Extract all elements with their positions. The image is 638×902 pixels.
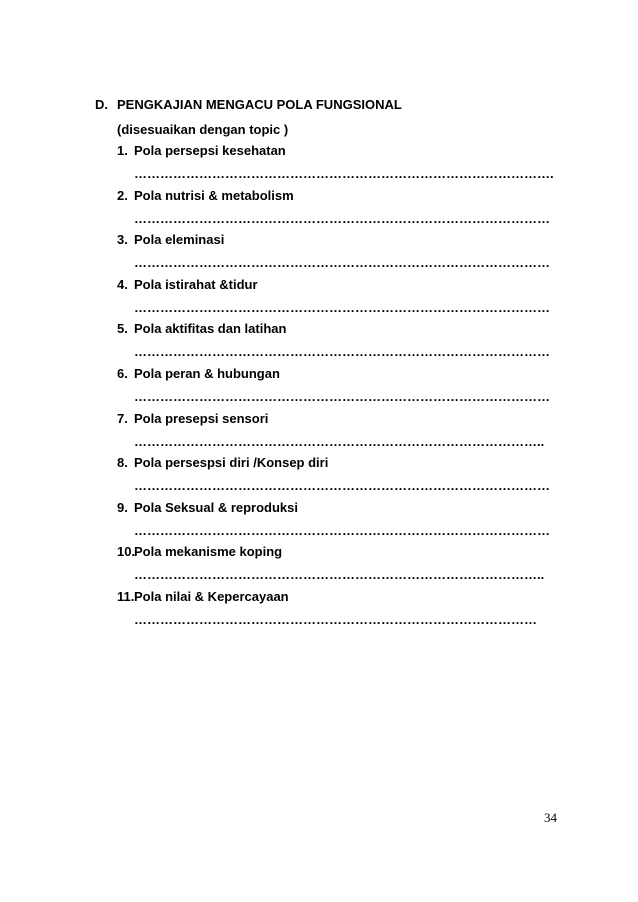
item-label: Pola mekanisme koping [134,544,283,560]
item-fill-line: ………………………………………………………………………………… [134,611,537,627]
item-fill-line: …………………………………………………………………………………… [134,344,550,360]
item-fill-line: ………………………………………………………………………………….. [134,567,545,583]
list-item [117,500,567,545]
item-list [117,143,567,634]
section-letter: D. [95,97,108,112]
item-fill-line: …………………………………………………………………………………… [134,299,550,315]
list-item [117,143,567,188]
item-number: 6. [117,365,128,381]
item-number: 8. [117,455,128,471]
item-number: 2. [117,187,128,203]
item-number: 7. [117,410,128,426]
list-item [117,366,567,411]
list-item [117,411,567,456]
list-item [117,455,567,500]
item-number: 9. [117,499,128,515]
item-fill-line: …………………………………………………………………………………… [134,388,550,404]
item-number: 4. [117,276,128,292]
item-fill-line: …………………………………………………………………………………… [134,522,550,538]
item-fill-line: …………………………………………………………………………………… [134,210,550,226]
item-number: 5. [117,321,128,337]
item-number: 3. [117,232,128,248]
section-heading [95,97,402,112]
item-label: Pola presepsi sensori [134,410,269,426]
item-fill-line: ……………………………………………………………………………………. [134,166,554,181]
item-label: Pola persepsi kesehatan [134,143,286,158]
list-item [117,544,567,589]
list-item [117,232,567,277]
item-label: Pola istirahat &tidur [134,276,258,292]
item-fill-line: ………………………………………………………………………………….. [134,433,545,449]
item-label: Pola persespsi diri /Konsep diri [134,455,329,471]
item-label: Pola eleminasi [134,232,225,248]
item-number: 10. [117,544,136,560]
item-label: Pola nutrisi & metabolism [134,187,294,203]
list-item [117,321,567,366]
section-subtitle: (disesuaikan dengan topic ) [117,122,289,137]
item-fill-line: …………………………………………………………………………………… [134,478,550,494]
list-item [117,188,567,233]
page-number: 34 [544,810,557,825]
section-title: PENGKAJIAN MENGACU POLA FUNGSIONAL [117,97,402,112]
item-label: Pola nilai & Kepercayaan [134,588,289,604]
list-item [117,277,567,322]
list-item [117,589,567,634]
item-label: Pola Seksual & reproduksi [134,499,299,515]
item-label: Pola aktifitas dan latihan [134,321,287,337]
item-label: Pola peran & hubungan [134,365,280,381]
item-number: 1. [117,143,128,158]
item-number: 11. [117,588,135,604]
item-fill-line: …………………………………………………………………………………… [134,255,550,271]
